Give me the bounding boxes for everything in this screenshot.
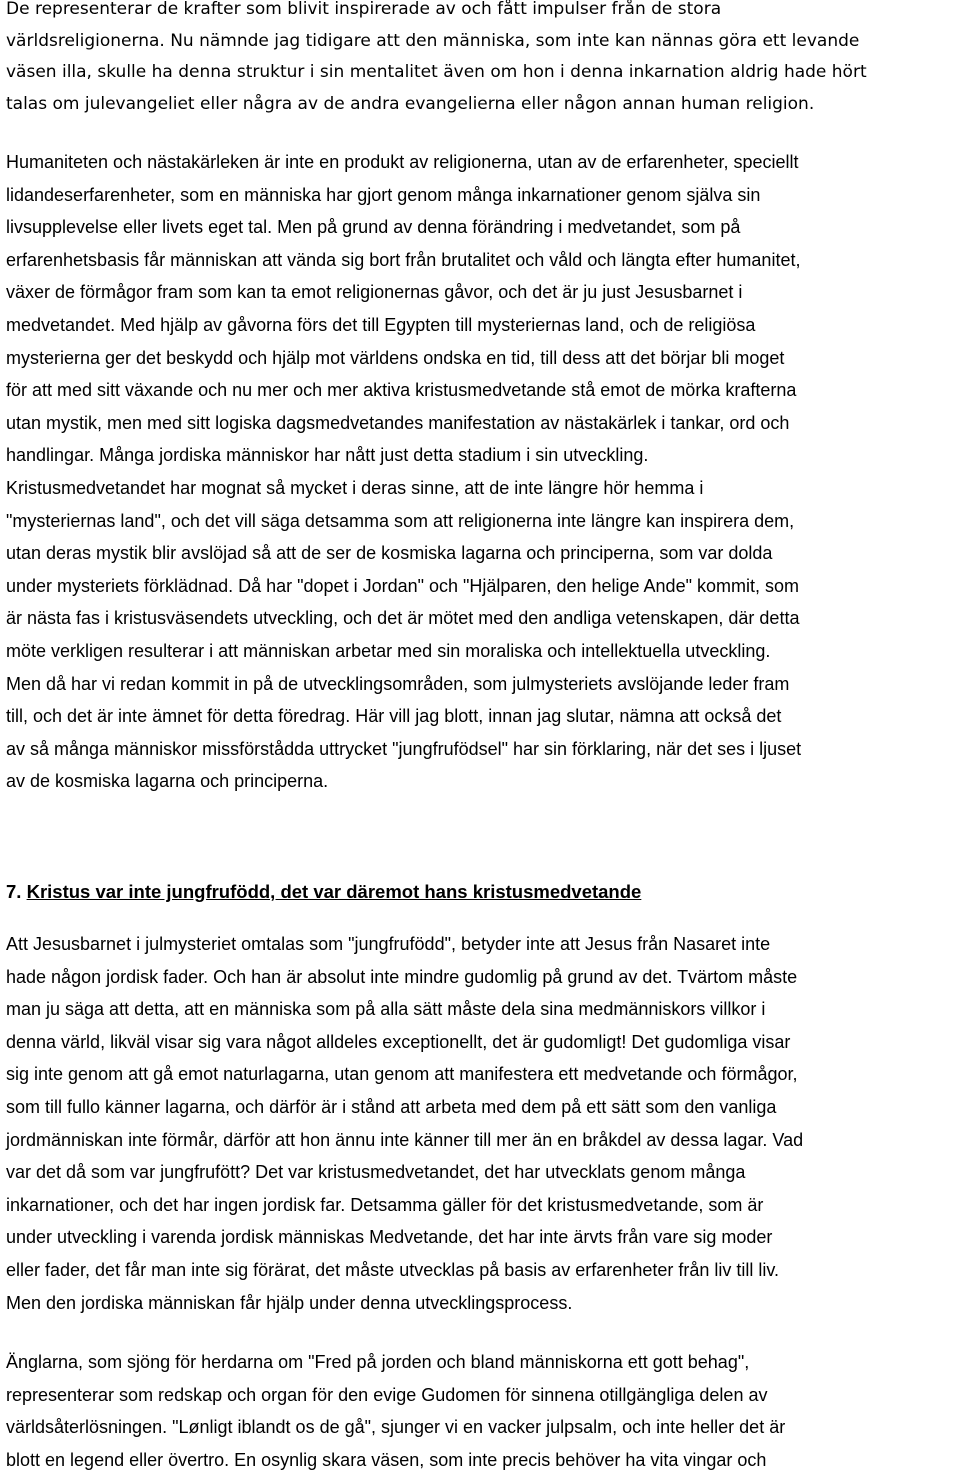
paragraph-angels: Änglarna, som sjöng för herdarna om "Fred på jorden och bland människorna ett gott behag", representerar som redskap och organ för den evige Gudomen för sinnena otillgängliga delen av världsåterlösningen. "Lønligt iblandt os de gå", sjunger vi en vacker julpsalm, och inte heller det är blott en legend eller övertro. En osynlig skara väsen, som inte precis behöver ha vita vingar och	[6, 1352, 786, 1470]
heading-number: 7.	[6, 881, 22, 902]
paragraph-humanity: Humaniteten och nästakärleken är inte en produkt av religionerna, utan av de erfarenheter, speciellt lidandeserfarenheter, som en människa har gjort genom många inkarnationer genom själva sin livsupplevelse eller livets eget tal. Men på grund av denna förändring i medvetandet, som på erfarenhetsbasis får människan att vända sig bort från brutalitet och våld och längta efter humanitet, växer de förmågor fram som kan ta emot religionernas gåvor, och det är ju just Jesusbarnet i medvetandet. Med hjälp av gåvorna förs det till Egypten till mysteriernas land, och de religiösa mysterierna ger det beskydd och hjälp mot världens ondska en tid, till dess att det börjar bli moget för att med sitt växande och nu mer och mer aktiva kristusmedvetande stå emot de mörka krafterna utan mystik, men med sitt logiska dagsmedvetandes manifestation av nästakärlek i tankar, ord och handlingar. Många jordiska människor har nått just detta stadium i sin utveckling. Kristusmedvetandet har mognat så mycket i deras sinne, att de inte längre hör hemma i "mysteriernas land", och det vill säga detsamma som att religionerna inte längre kan inspirera dem, utan deras mystik blir avslöjad så att de ser de kosmiska lagarna och principerna, som var dolda under mysteriets förklädnad. Då har "dopet i Jordan" och "Hjälparen, den helige Ande" kommit, som är nästa fas i kristusväsendets utveckling, och det är mötet med den andliga vetenskapen, där detta möte verkligen resulterar i att människan arbetar med sin moraliska och intellektuella utveckling. Men då har vi redan kommit in på de utvecklingsområden, som julmysteriets avslöjande leder fram till, och det är inte ämnet för detta föredrag. Här vill jag blott, innan jag slutar, nämna att också det av så många människor missförstådda uttrycket "jungfrufödsel" har sin förklaring, när det ses i ljuset av de kosmiska lagarna och principerna.	[6, 152, 802, 792]
heading-title: Kristus var inte jungfrufödd, det var däremot hans kristusmedvetande	[26, 881, 642, 902]
paragraph-religions: De representerar de krafter som blivit inspirerade av och fått impulser från de stora världsreligionerna. Nu nämnde jag tidigare att den människa, som inte kan nännas göra ett levande väsen illa, skulle ha denna struktur i sin mentalitet även om hon i denna inkarnation aldrig hade hört talas om julevangeliet eller några av de andra evangelierna eller någon annan human religion.	[6, 0, 867, 114]
paragraph-virgin-birth: Att Jesusbarnet i julmysteriet omtalas som "jungfrufödd", betyder inte att Jesus från Nasaret inte hade någon jordisk fader. Och han är absolut inte mindre gudomlig på grund av det. Tvärtom måste man ju säga att detta, att en människa som på alla sätt måste dela sina medmänniskors villkor i denna värld, likväl visar sig vara något alldeles exceptionellt, det är gudomligt! Det gudomliga visar sig inte genom att gå emot naturlagarna, utan genom att manifestera ett medvetande och förmågor, som till fullo känner lagarna, och därför är i stånd att arbeta med dem på ett sätt som den vanliga jordmänniskan inte förmår, därför att hon ännu inte känner till mer än en bråkdel av dessa lagar. Vad var det då som var jungfrufött? Det var kristusmedvetandet, det har utvecklats genom många inkarnationer, och det har ingen jordisk far. Detsamma gäller för det kristusmedvetande, som är under utveckling i varenda jordisk människas Medvetande, det har inte ärvts från vare sig moder eller fader, det får man inte sig förärat, det måste utvecklas på basis av erfarenheter från liv till liv. Men den jordiska människan får hjälp under denna utvecklingsprocess.	[6, 934, 804, 1313]
section-heading	[6, 877, 960, 907]
